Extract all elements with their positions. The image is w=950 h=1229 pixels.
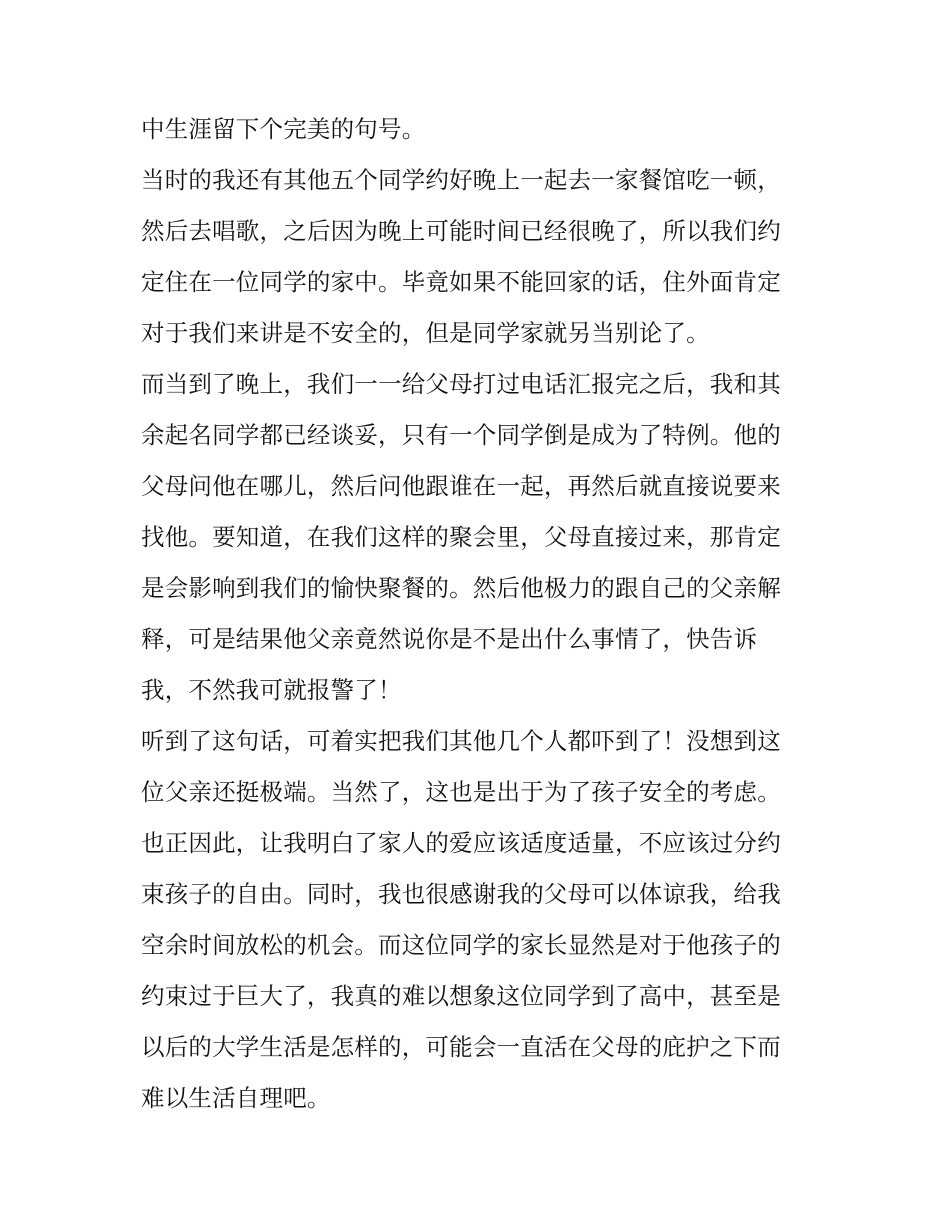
text-line: 而当到了晚上，我们一一给父母打过电话汇报完之后，我和其 [141, 370, 781, 398]
text-line: 束孩子的自由。同时，我也很感谢我的父母可以体谅我，给我 [141, 880, 781, 908]
text-line: 约束过于巨大了，我真的难以想象这位同学到了高中，甚至是 [141, 982, 781, 1010]
text-line: 余起名同学都已经谈妥，只有一个同学倒是成为了特例。他的 [141, 421, 781, 449]
text-line: 然后去唱歌，之后因为晚上可能时间已经很晚了，所以我们约 [141, 217, 781, 245]
body-text [141, 104, 821, 1124]
text-line: 我，不然我可就报警了！ [141, 676, 402, 704]
text-line: 父母问他在哪儿，然后问他跟谁在一起，再然后就直接说要来 [141, 472, 781, 500]
text-line: 位父亲还挺极端。当然了，这也是出于为了孩子安全的考虑。 [141, 778, 781, 806]
text-line: 是会影响到我们的愉快聚餐的。然后他极力的跟自己的父亲解 [141, 574, 781, 602]
text-line: 空余时间放松的机会。而这位同学的家长显然是对于他孩子的 [141, 931, 781, 959]
text-line: 定住在一位同学的家中。毕竟如果不能回家的话，住外面肯定 [141, 268, 781, 296]
text-line: 难以生活自理吧。 [141, 1084, 331, 1112]
text-line: 听到了这句话，可着实把我们其他几个人都吓到了！没想到这 [141, 727, 781, 755]
text-line: 对于我们来讲是不安全的，但是同学家就另当别论了。 [141, 319, 710, 347]
text-line: 当时的我还有其他五个同学约好晚上一起去一家餐馆吃一顿， [141, 166, 781, 194]
text-line: 也正因此，让我明白了家人的爱应该适度适量，不应该过分约 [141, 829, 781, 857]
text-line: 找他。要知道，在我们这样的聚会里，父母直接过来，那肯定 [141, 523, 781, 551]
text-line: 以后的大学生活是怎样的，可能会一直活在父母的庇护之下而 [141, 1033, 781, 1061]
text-line: 中生涯留下个完美的句号。 [141, 115, 426, 143]
text-line: 释，可是结果他父亲竟然说你是不是出什么事情了，快告诉 [141, 625, 758, 653]
